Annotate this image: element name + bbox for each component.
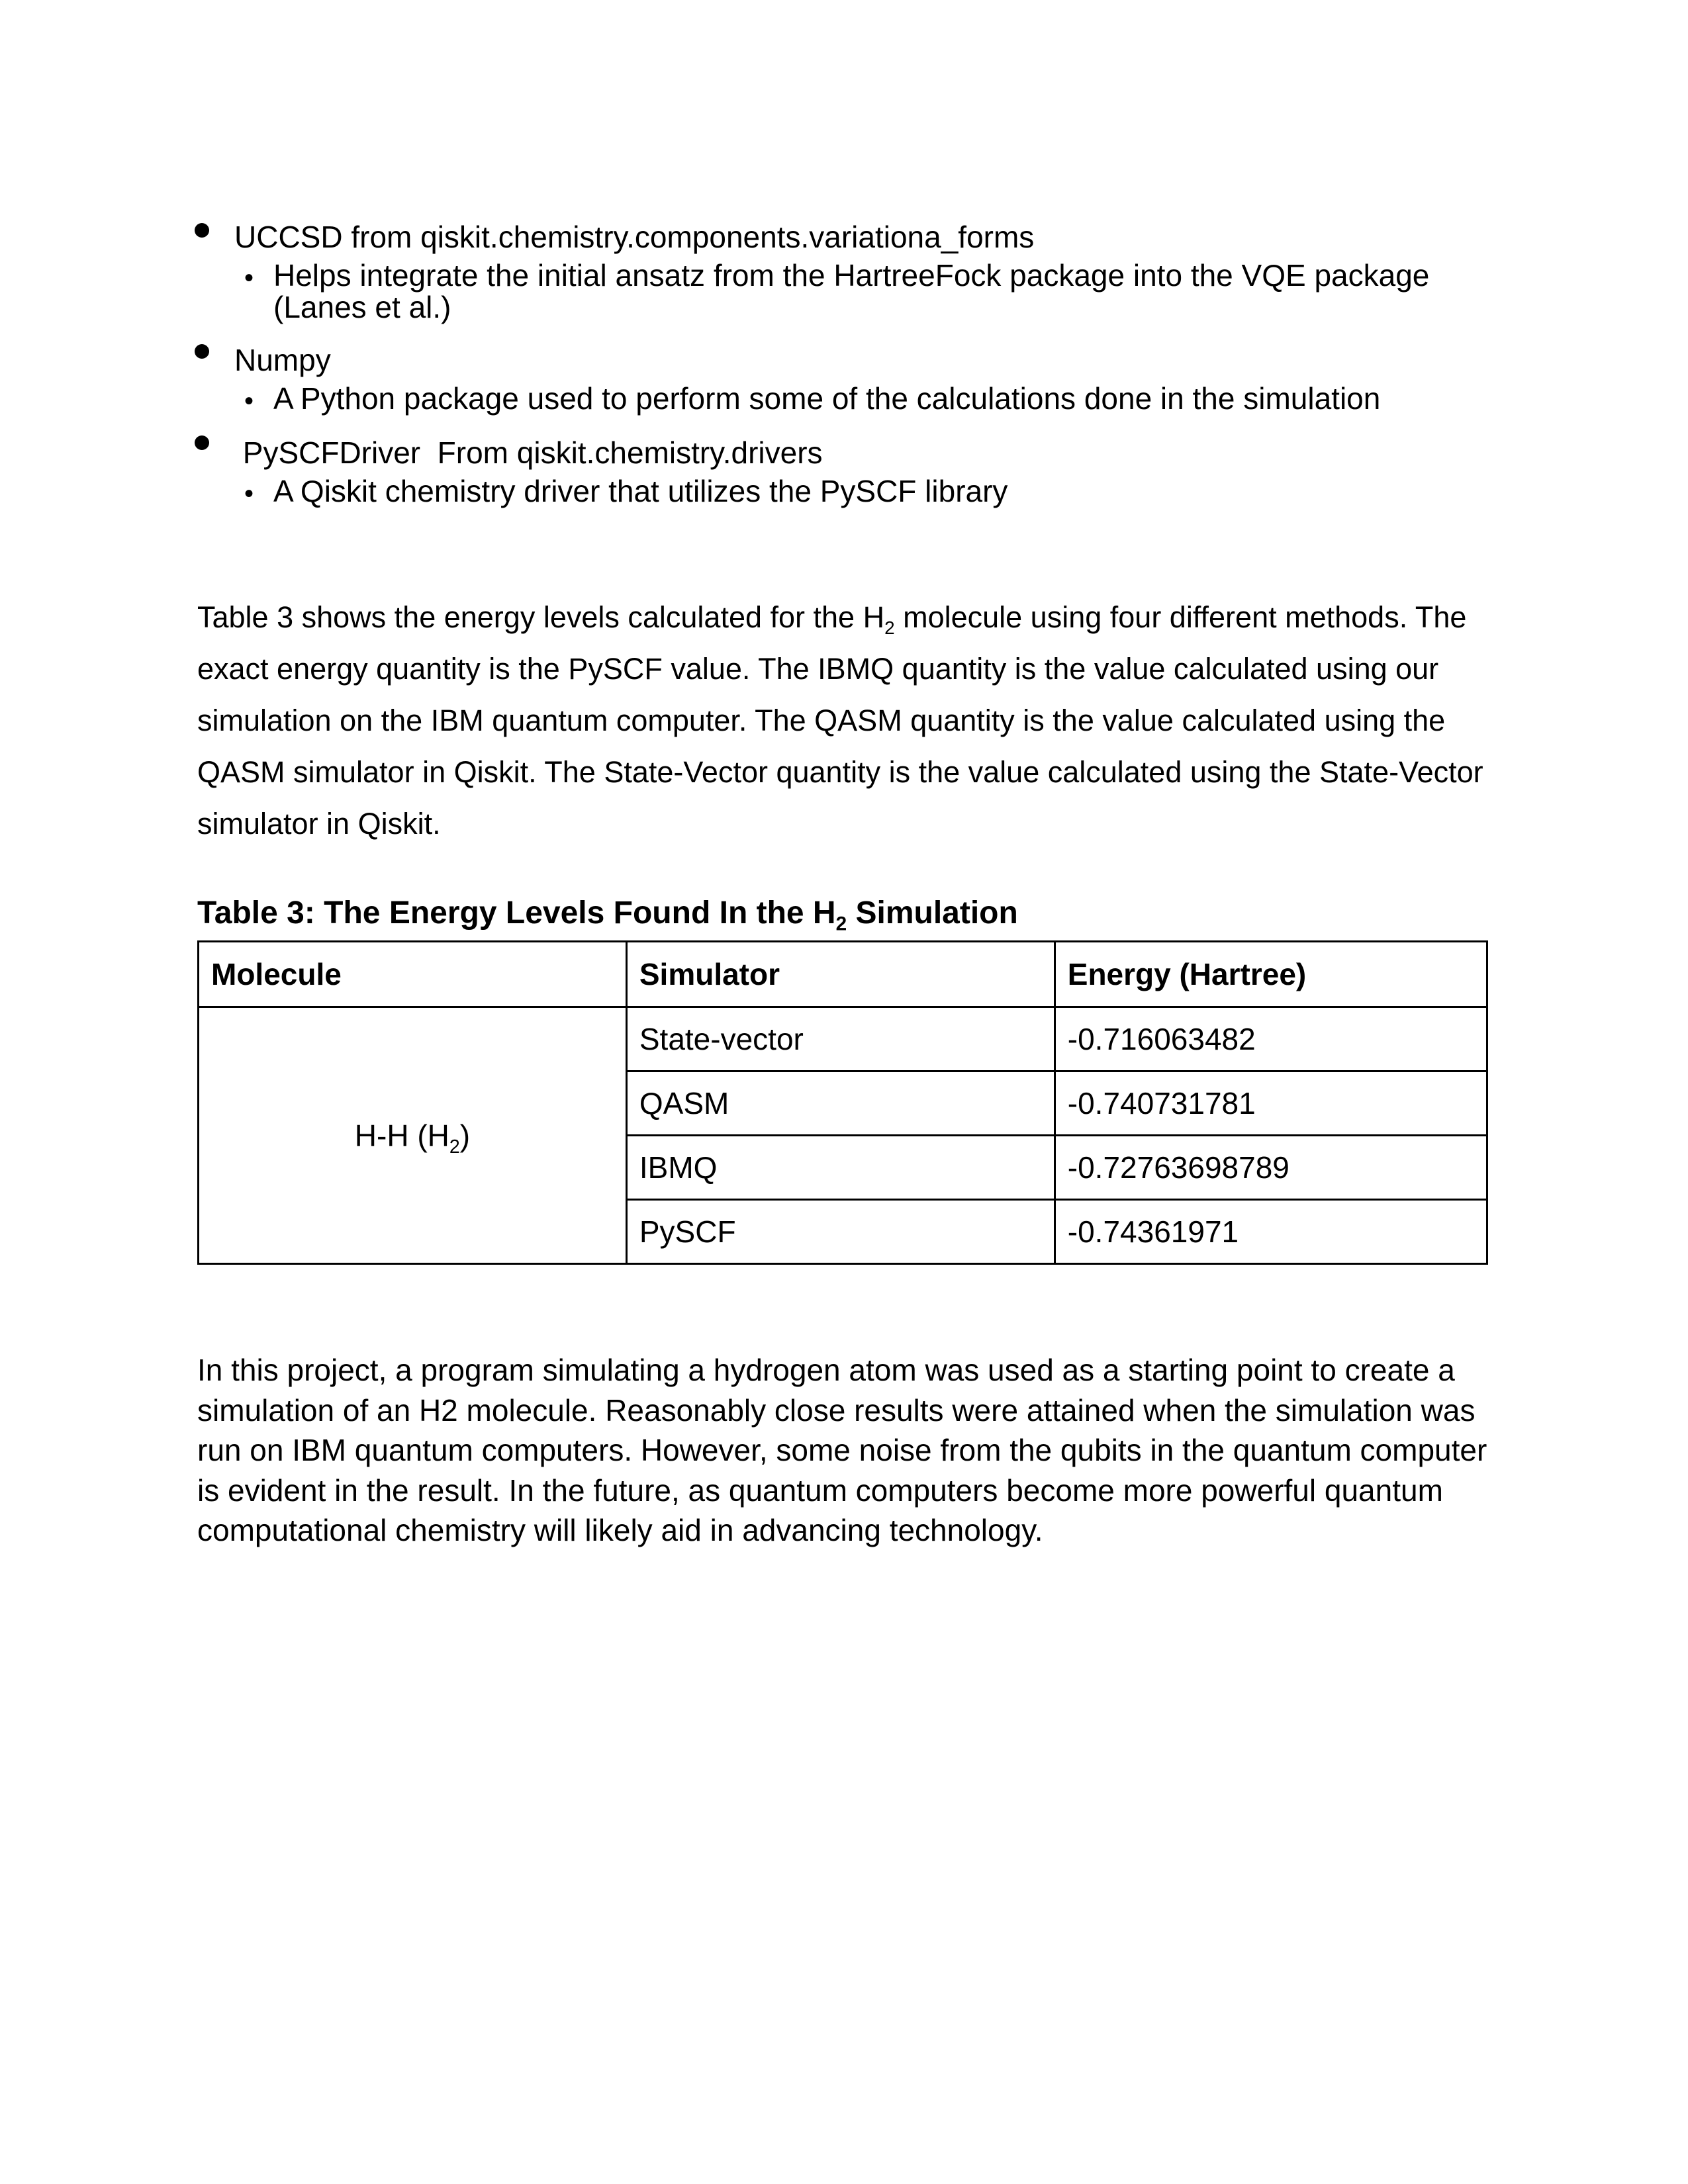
sub-list-item-text: A Python package used to perform some of the calculations done in the simulation bbox=[273, 381, 1381, 416]
molecule-text-cont: ) bbox=[459, 1118, 471, 1153]
simulator-cell: PySCF bbox=[626, 1200, 1055, 1264]
list-item-text: PySCFDriver From qiskit.chemistry.drivers bbox=[234, 435, 823, 470]
column-header-energy: Energy (Hartree) bbox=[1055, 942, 1487, 1007]
sub-bullet-icon: • bbox=[244, 479, 254, 508]
column-header-simulator: Simulator bbox=[626, 942, 1055, 1007]
results-paragraph bbox=[197, 592, 1495, 850]
table-caption bbox=[197, 893, 1018, 933]
bullet-icon bbox=[195, 223, 209, 238]
sub-list-item bbox=[244, 258, 1488, 324]
sub-list-item-text-cont: (Lanes et al.) bbox=[273, 290, 451, 324]
conclusion-paragraph: In this project, a program simulating a hydrogen atom was used as a starting point to create a simulation of an H2 molecule. Reasonably close results were attained when the simulation was run on IBM quantum computers. However, some noise from the qubits in the quantum computer is evident in the result. In the future, as quantum computers become more powerful quantum computational chemistry will likely aid in advancing technology. bbox=[197, 1353, 1487, 1547]
column-header-molecule: Molecule bbox=[199, 942, 627, 1007]
table-row bbox=[199, 1007, 1487, 1071]
sub-list-item bbox=[244, 381, 1488, 416]
simulator-cell: QASM bbox=[626, 1071, 1055, 1136]
sub-list-item-text: A Qiskit chemistry driver that utilizes the PySCF library bbox=[273, 474, 1008, 508]
bullet-icon bbox=[195, 435, 209, 450]
energy-cell: -0.716063482 bbox=[1055, 1007, 1487, 1071]
list-item-text: UCCSD from qiskit.chemistry.components.variationa_forms bbox=[234, 220, 1035, 254]
bullet-icon bbox=[195, 344, 209, 359]
simulator-cell: State-vector bbox=[626, 1007, 1055, 1071]
table-header-row bbox=[199, 942, 1487, 1007]
paragraph-text: Table 3 shows the energy levels calculated for the H bbox=[197, 600, 885, 634]
subscript: 2 bbox=[835, 913, 847, 935]
molecule-text: H-H (H bbox=[354, 1118, 449, 1153]
caption-text-cont: Simulation bbox=[847, 895, 1018, 931]
list-item bbox=[197, 218, 1488, 323]
sub-bullet-icon: • bbox=[244, 263, 254, 293]
list-item-text: Numpy bbox=[234, 343, 331, 377]
caption-text: Table 3: The Energy Levels Found In the H bbox=[197, 895, 836, 931]
subscript: 2 bbox=[449, 1136, 460, 1158]
list-item bbox=[197, 434, 1488, 507]
subscript: 2 bbox=[884, 617, 895, 638]
sub-bullet-icon: • bbox=[244, 387, 254, 416]
list-item bbox=[197, 341, 1488, 414]
energy-table bbox=[197, 940, 1488, 1265]
simulator-cell: IBMQ bbox=[626, 1136, 1055, 1200]
paragraph-text-cont: molecule using four different methods. The exact energy quantity is the PySCF value. The IBMQ quantity is the value calculated using our simulation on the IBM quantum computer. The QASM quantity is the value calculated using the QASM simulator in Qiskit. The State-Vector quantity is the value calculated using the State-Vector simulator in Qiskit. bbox=[197, 600, 1483, 841]
energy-cell: -0.74361971 bbox=[1055, 1200, 1487, 1264]
energy-cell: -0.72763698789 bbox=[1055, 1136, 1487, 1200]
sub-list-item-text: Helps integrate the initial ansatz from the HartreeFock package into the VQE package bbox=[273, 258, 1430, 293]
molecule-cell bbox=[199, 1007, 627, 1264]
energy-cell: -0.740731781 bbox=[1055, 1071, 1487, 1136]
package-list bbox=[197, 218, 1488, 507]
sub-list-item bbox=[244, 474, 1488, 508]
